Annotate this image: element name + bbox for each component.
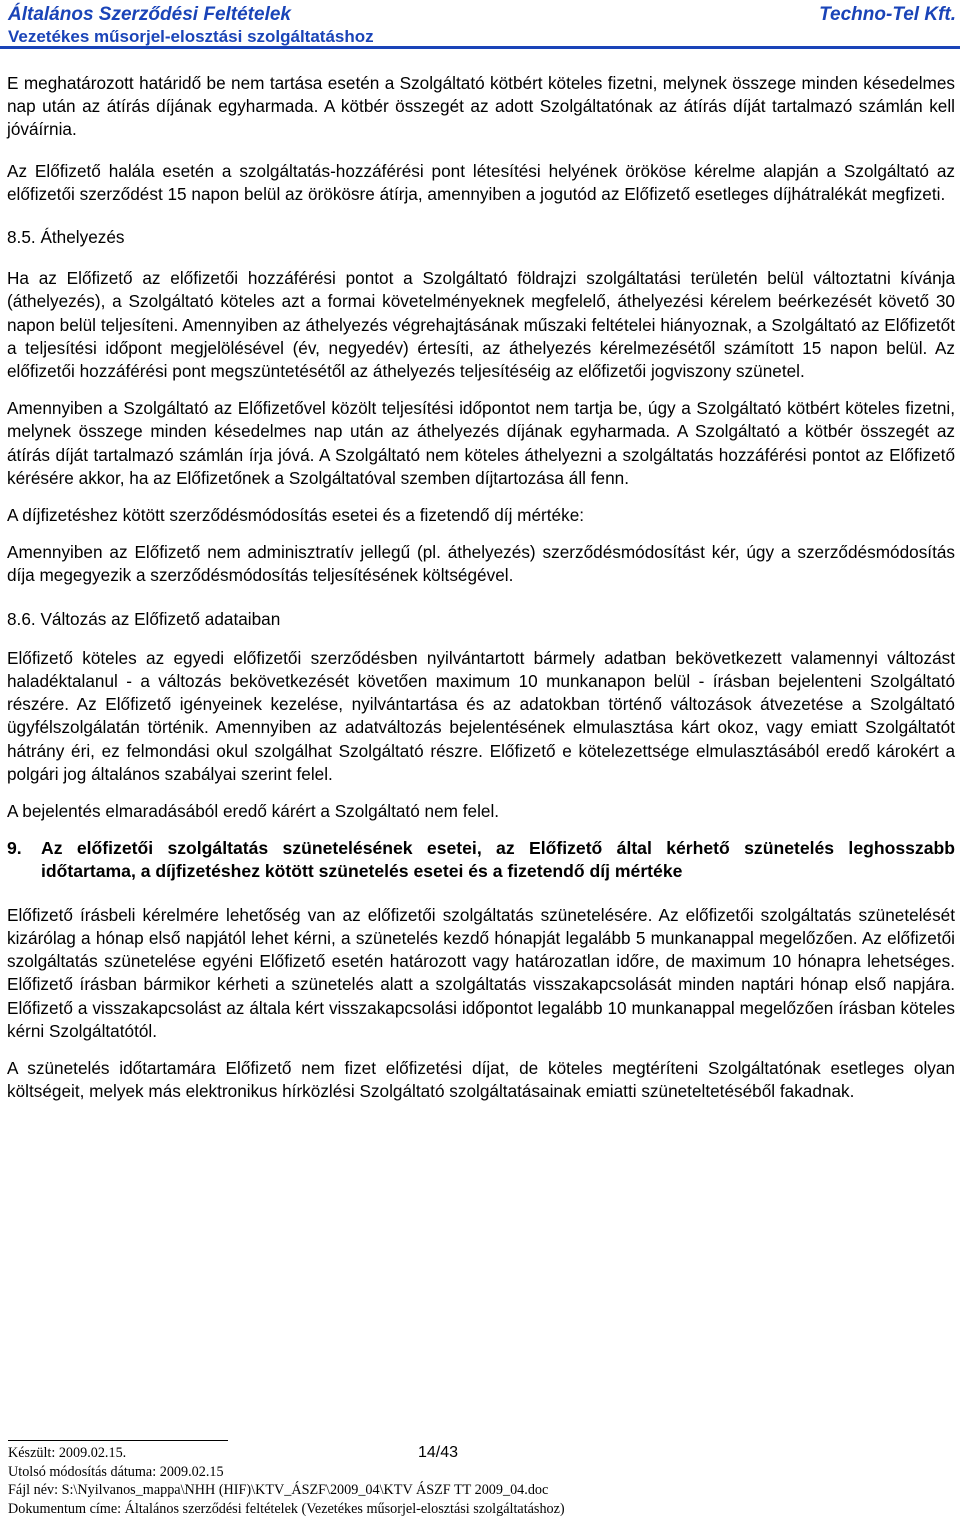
paragraph: Amennyiben a Szolgáltató az Előfizetővel közölt teljesítési időpontot nem tartja be, úgy a Szolgáltató kötbért köteles fizetni, melynek összege minden késedelmes nap után az áthelyezés díjának egyharmada. A Szolgáltató a kötbér összegét az átírás díját tartalmazó számlán írja jóvá. A Szolgáltató nem köteles áthelyezni a szolgáltatás hozzáférési pontot az Előfizető kérésére akkor, ha az Előfizetőnek a Szolgáltatóval szemben díjtartozása áll fenn. <box>7 398 955 488</box>
paragraph: A díjfizetéshez kötött szerződésmódosítás esetei és a fizetendő díj mértéke: <box>7 505 585 526</box>
spacer <box>7 786 955 800</box>
spacer <box>7 527 955 541</box>
spacer <box>7 823 955 837</box>
paragraph: Előfizető írásbeli kérelmére lehetőség van az előfizetői szolgáltatás szünetelésére. Az előfizetői szolgáltatás szünetelését kizárólag a hónap első napjától lehet kérni, a szünetelés kezdő hónapját legalább 5 munkanappal megelőzően. Az előfizetői szolgáltatás szünetelése egyéni Előfizető esetén határozott vagy határozatlan időre, de maximum 10 hónapra lehetséges. Előfizető írásban bármikor kérheti a szünetelés alatt a szolgáltatás visszakapcsolását minden naptári hónap első napjára. Előfizető a visszakapcsolást az általa kért visszakapcsolási időpontot legalább 10 munkanappal megelőzően írásban köteles kérni Szolgáltatótól. <box>7 904 955 1041</box>
page-number: 14/43 <box>418 1444 459 1461</box>
footer-created: Készült: 2009.02.15. <box>8 1445 127 1461</box>
spacer <box>7 206 955 226</box>
section-heading-8-5: 8.5. Áthelyezés <box>7 227 125 248</box>
header-divider <box>0 46 960 49</box>
footer-doctitle: Dokumentum címe: Általános szerződési feltételek (Vezetékes műsorjel-elosztási szolgáltatáshoz) <box>8 1500 565 1517</box>
section-heading-8-6: 8.6. Változás az Előfizető adataiban <box>7 608 281 629</box>
spacer <box>7 588 955 608</box>
header-company: Techno-Tel Kft. <box>819 4 956 25</box>
spacer <box>7 490 955 504</box>
spacer <box>7 249 955 267</box>
paragraph: Amennyiben az Előfizető nem adminisztratív jellegű (pl. áthelyezés) szerződésmódosítást kér, úgy a szerződésmódosítás díja megegyezik a szerződésmódosítás teljesítésének költségével. <box>7 542 955 586</box>
header-subtitle: Vezetékes műsorjel-elosztási szolgáltatáshoz <box>8 27 374 46</box>
spacer <box>7 631 955 647</box>
paragraph: A bejelentés elmaradásából eredő kárért a Szolgáltató nem felel. <box>7 801 500 822</box>
section-heading-9 <box>7 837 955 883</box>
paragraph: Ha az Előfizető az előfizetői hozzáférési pontot a Szolgáltató földrajzi szolgáltatási területén belül változtatni kívánja (áthelyezés), a Szolgáltató köteles azt a formai követelményeknek megfelelő, áthelyezési kérelem beérkezését követő 30 napon belül teljesíteni. Amennyiben az áthelyezés végrehajtásának műszaki feltételei hiányoznak, a Szolgáltató az Előfizetőt a teljesítési időpont megjelölésével (év, negyedév) értesíti, az áthelyezés kérelmezésétől számított 15 napon belül. Az előfizetői hozzáférési pont megszüntetésétől az áthelyezés teljesítéséig az előfizetői jogviszony szünetel. <box>7 268 955 382</box>
header-title: Általános Szerződési Feltételek <box>8 4 291 25</box>
section-number: 9. <box>7 838 22 859</box>
spacer <box>7 383 955 397</box>
footer-divider <box>8 1440 228 1441</box>
footer-modified: Utolsó módosítás dátuma: 2009.02.15 <box>8 1463 224 1480</box>
section-title: Az előfizetői szolgáltatás szünetelésének esetei, az Előfizető által kérhető szünetelés leghosszabb időtartama, a díjfizetéshez kötött szünetelés esetei és a fizetendő díj mértéke <box>41 838 955 882</box>
paragraph: Az Előfizető halála esetén a szolgáltatás-hozzáférési pont létesítési helyének örököse kérelme alapján a Szolgáltató az előfizetői szerződést 15 napon belül az örökösre átírja, amennyiben a jogutód az Előfizető esetleges díjhátralékát megfizeti. <box>7 160 955 204</box>
page-header <box>8 4 956 48</box>
paragraph: E meghatározott határidő be nem tartása esetén a Szolgáltató kötbért köteles fizetni, melynek összege minden késedelmes nap után az átírás díjának egyharmada. A kötbér összegét az adott Szolgáltatónak az átírás díját tartalmazó számlán kell jóváírnia. <box>7 73 955 140</box>
footer-filename: Fájl név: S:\Nyilvanos_mappa\NHH (HIF)\KTV_ÁSZF\2009_04\KTV ÁSZF TT 2009_04.doc <box>8 1482 549 1499</box>
document-body <box>7 72 955 1103</box>
page-footer <box>8 1444 956 1518</box>
paragraph: Előfizető köteles az egyedi előfizetői szerződésben nyilvántartott bármely adatban bekövetkezett valamennyi változást haladéktalanul - a változás bekövetkezését követően maximum 10 munkanapon belül - írásban bejelenteni Szolgáltató részére. Az Előfizető igényeinek kezelése, nyilvántartása és az adatokban történő változások átvezetése a Szolgáltató ügyfélszolgálatán történik. Amennyiben az adatváltozás bejelentésének elmulasztása kárt okoz, vagy emiatt Szolgáltatót hátrány éri, ez felmondási okul szolgálhat Szolgáltató részre. Előfizető e kötelezettsége elmulasztásából eredő károkért a polgári jog általános szabályai szerint felel. <box>7 647 955 784</box>
spacer <box>7 142 955 160</box>
spacer <box>7 884 955 904</box>
spacer <box>7 1043 955 1057</box>
paragraph: A szünetelés időtartamára Előfizető nem fizet előfizetési díjat, de köteles megtéríteni Szolgáltatónak esetleges olyan költségeit, melyek más elektronikus hírközlési Szolgáltató szolgáltatásainak emiatti szüneteltetéséből fakadnak. <box>7 1057 955 1102</box>
